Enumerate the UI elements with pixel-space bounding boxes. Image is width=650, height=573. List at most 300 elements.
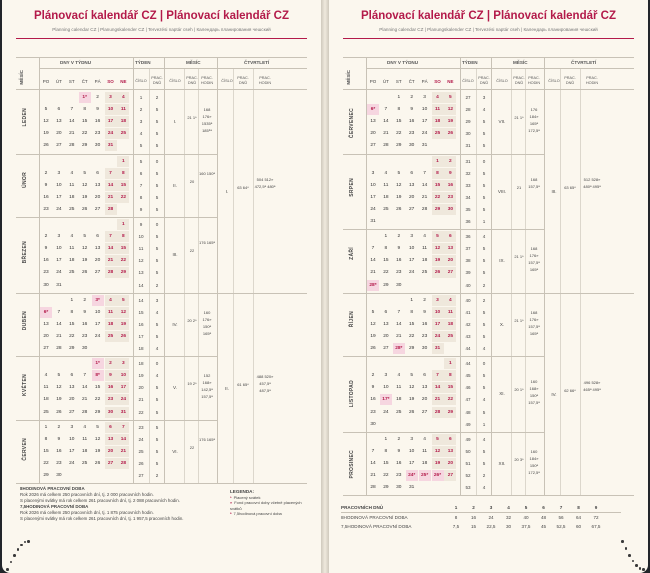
legend-marker: ᵃ — [230, 511, 232, 516]
summary-value: 30 — [505, 524, 512, 530]
sub-cislo-month: ČÍSLO — [169, 79, 181, 83]
week-workdays: 5 — [155, 246, 159, 252]
day-cell: 4 — [423, 234, 426, 240]
day-cell: 4 — [444, 295, 456, 306]
week-workdays: 5 — [482, 385, 486, 391]
day-cell — [105, 219, 117, 230]
day-cell: 3 — [70, 424, 74, 430]
week-number: 18 — [138, 361, 144, 367]
month-name: ÚNOR — [22, 171, 28, 188]
summary-value: 16 — [470, 515, 477, 521]
day-cell: 13 — [421, 385, 428, 391]
week-workdays: 5 — [482, 119, 486, 125]
left-page — [2, 0, 321, 573]
sub-prachodin-month: PRAC. HODIN — [527, 76, 541, 85]
day-cell — [432, 358, 444, 369]
day-cell: 13 — [94, 246, 101, 252]
day-cell: 3 — [57, 234, 61, 240]
quarter-hours: 488 520» 457,5ᵃ 487,5ᵃ — [256, 373, 274, 393]
day-cell: 8 — [384, 246, 388, 252]
day-cell: 8 — [117, 231, 129, 242]
day-cell: 31 — [409, 485, 415, 491]
table-vrule-thin — [149, 68, 150, 483]
week-number: 5 — [139, 143, 143, 149]
day-cell — [117, 280, 129, 291]
day-cell: 17 — [105, 116, 117, 127]
day-cell: 14 — [396, 321, 402, 327]
day-cell: 13 — [43, 321, 49, 327]
day-cell: 19 — [396, 194, 402, 200]
day-cell: 10 — [421, 107, 428, 113]
week-number: 37 — [465, 246, 471, 252]
month-divider — [16, 420, 217, 421]
week-number: 3 — [139, 119, 143, 125]
month-hours: 168 176» 1535ᵃ 185⁵ᵃ — [201, 107, 213, 134]
day-cell: 6* — [367, 104, 379, 115]
week-workdays: 2 — [155, 473, 159, 478]
day-cell: 26 — [370, 346, 376, 351]
day-cell: 27 — [94, 206, 101, 212]
day-cell: 30 — [444, 204, 456, 215]
day-cell: 8 — [432, 168, 444, 179]
week-workdays: 5 — [155, 194, 159, 200]
day-cell: 22 — [69, 333, 75, 339]
day-cell: 2 — [371, 373, 375, 379]
sub-pracdnu-week: PRAC. DNŮ — [151, 76, 163, 85]
month-roman: XI. — [499, 391, 505, 397]
day-cell: 10 — [56, 182, 62, 188]
day-cell: 18 — [396, 397, 402, 403]
day-cell: 26 — [432, 267, 444, 278]
week-number: 16 — [138, 321, 144, 327]
week-number: 14 — [138, 297, 144, 303]
day-cell: 7 — [371, 448, 375, 454]
day-cell — [444, 216, 456, 227]
day-cell: 6 — [96, 170, 99, 176]
week-workdays: 5 — [482, 321, 486, 327]
week-number: 38 — [465, 258, 471, 264]
day-cell — [53, 358, 65, 369]
day-cell: 10 — [409, 448, 415, 454]
day-cell — [105, 470, 117, 481]
legend-title: LEGENDA: — [230, 489, 254, 494]
day-header-5: SO — [107, 79, 114, 84]
day-cell: 27 — [444, 267, 456, 278]
quarter-roman: II. — [225, 385, 229, 391]
week-number: 40 — [465, 282, 471, 288]
week-number: 1 — [139, 95, 143, 100]
week-workdays: 4 — [482, 107, 486, 113]
day-cell: 19 — [82, 194, 88, 200]
day-cell: 10 — [69, 436, 75, 442]
month-name: ŘÍJEN — [349, 310, 355, 328]
day-cell: 28 — [432, 407, 444, 418]
sub-pracdnu-quarter: PRAC. DNŮ — [564, 76, 576, 85]
day-cell: 7 — [105, 168, 117, 179]
week-number: 50 — [465, 448, 471, 454]
info-line: S placenými svátky má rok celkem 261 pracovních dní, tj. 2 088 pracovních hodin. — [20, 498, 180, 503]
day-cell: 17* — [380, 394, 392, 405]
day-cell: 31 — [432, 343, 444, 354]
day-cell: 20 — [94, 258, 101, 264]
week-number: 19 — [138, 373, 144, 379]
day-cell: 3* — [92, 295, 104, 306]
day-cell — [393, 156, 405, 167]
day-cell: 28 — [105, 267, 117, 278]
day-cell: 24* — [406, 470, 418, 481]
day-cell: 19 — [370, 333, 376, 339]
day-cell: 14 — [105, 180, 117, 191]
header-mesic2: MĚSÍC — [186, 60, 201, 65]
day-cell: 15 — [383, 258, 389, 264]
day-cell: 4 — [105, 295, 117, 306]
week-number: 30 — [465, 131, 471, 137]
day-cell — [444, 482, 456, 493]
day-cell: 26* — [432, 470, 444, 481]
day-header-3: ČT — [81, 79, 88, 84]
day-cell: 25 — [432, 128, 444, 139]
day-cell: 7 — [384, 107, 388, 113]
day-cell: 8 — [44, 436, 48, 442]
week-workdays: 4 — [482, 234, 486, 240]
day-cell: 23 — [370, 409, 376, 415]
day-cell: 1* — [92, 358, 104, 369]
day-cell: 27 — [43, 346, 49, 351]
day-cell: 1 — [117, 156, 129, 167]
header-mesic2: MĚSÍC — [513, 60, 528, 65]
day-cell: 10 — [105, 104, 117, 115]
day-cell: 27 — [105, 458, 117, 469]
day-cell: 4 — [384, 170, 388, 176]
day-cell: 4 — [397, 373, 401, 379]
summary-value: 48 — [540, 515, 547, 521]
day-cell: 9 — [44, 182, 48, 188]
day-cell: 11 — [69, 246, 75, 252]
table-vrule-thin — [511, 68, 512, 495]
week-workdays: 5 — [482, 309, 486, 315]
month-hours: 176 184» 165ᵃ 172,5ᵃ — [528, 107, 540, 134]
day-cell: 30 — [396, 282, 402, 288]
day-cell: 4 — [83, 424, 87, 430]
day-cell: 8 — [444, 370, 456, 381]
day-cell: 21 — [383, 131, 389, 137]
day-cell: 12 — [94, 436, 101, 442]
day-cell — [367, 295, 379, 306]
day-cell — [40, 219, 52, 230]
day-cell: 23 — [396, 270, 402, 276]
week-number: 34 — [465, 194, 471, 200]
day-cell: 13 — [444, 243, 456, 254]
day-cell — [444, 140, 456, 151]
table-vrule-thin — [525, 68, 526, 495]
week-workdays: 4 — [155, 346, 159, 351]
table-vrule-thin — [253, 68, 254, 483]
day-cell: 11 — [82, 436, 88, 442]
day-cell: 7 — [105, 231, 117, 242]
month-workdays: 20 3* — [514, 456, 524, 462]
day-cell: 20 — [105, 446, 117, 457]
day-cell: 14 — [383, 119, 389, 125]
week-number: 24 — [138, 436, 144, 442]
day-cell: 14 — [370, 460, 376, 466]
week-workdays: 5 — [482, 182, 486, 188]
month-divider — [16, 293, 217, 294]
day-cell — [444, 419, 456, 430]
week-workdays: 0 — [155, 158, 159, 164]
header-ctvrtleti: ČTVRTLETÍ — [571, 60, 597, 65]
day-cell: 9 — [105, 370, 117, 381]
title-rule — [343, 38, 634, 39]
day-cell — [380, 92, 392, 103]
day-cell: 22 — [432, 192, 444, 203]
day-cell: 23 — [444, 192, 456, 203]
day-cell: 9 — [83, 309, 87, 315]
month-workdays: 22 — [189, 444, 195, 450]
month-roman: I. — [173, 119, 177, 125]
day-cell: 31 — [117, 407, 129, 418]
month-workdays: 21 1* — [514, 317, 524, 323]
header-top-rule — [16, 57, 307, 58]
day-cell: 16 — [56, 448, 62, 454]
legend-box — [230, 489, 310, 517]
week-workdays: 3 — [155, 297, 159, 303]
day-cell: 14 — [421, 182, 428, 188]
day-cell: 24 — [94, 333, 101, 339]
month-roman: VIII. — [497, 188, 507, 194]
day-cell: 24 — [69, 460, 75, 466]
summary-value: 37,5 — [521, 524, 531, 530]
day-cell — [406, 419, 418, 430]
day-cell — [367, 231, 379, 242]
summary-row-label: 7,5HODINOVÁ PRACOVNÍ DOBA — [341, 524, 412, 530]
month-hours: 152 168» 142,5ᵃ 157,5ᵃ — [201, 373, 213, 400]
week-workdays: 0 — [155, 361, 159, 367]
day-cell — [40, 92, 52, 103]
header-dny-v-tydnu: DNY V TÝDNU — [387, 60, 419, 65]
day-cell: 12 — [43, 119, 49, 125]
day-cell: 26 — [444, 128, 456, 139]
week-number: 7 — [139, 182, 143, 188]
day-cell — [393, 419, 405, 430]
day-cell: 22 — [383, 473, 389, 478]
summary-value: 67,5 — [591, 524, 601, 530]
day-cell: 28 — [56, 346, 62, 351]
day-cell: 21 — [370, 270, 376, 276]
day-cell: 27 — [69, 409, 75, 415]
table-bottom-rule — [343, 495, 634, 496]
week-workdays: 5 — [155, 436, 159, 442]
table-vrule — [366, 57, 367, 495]
week-workdays: 5 — [155, 409, 159, 415]
day-header-4: PÁ — [94, 79, 101, 84]
week-number: 23 — [138, 424, 144, 430]
week-number: 52 — [465, 473, 471, 478]
week-number: 21 — [138, 397, 144, 403]
day-cell: 28* — [367, 280, 379, 291]
day-cell: 18 — [421, 460, 428, 466]
day-cell: 17 — [421, 119, 428, 125]
day-cell: 4 — [70, 170, 74, 176]
day-cell: 29 — [94, 409, 101, 415]
month-divider — [343, 432, 544, 433]
day-cell — [367, 434, 379, 445]
quarter-hours: 512 528» 480ᵃ 495ᵃ — [583, 177, 601, 190]
month-workdays: 21 1* — [187, 115, 197, 121]
header-mesic: MĚSÍC — [346, 70, 351, 85]
day-cell: 21 — [105, 192, 117, 203]
day-cell: 5 — [432, 434, 444, 445]
day-cell: 10 — [117, 370, 129, 381]
day-cell: 26 — [396, 206, 402, 212]
day-cell — [380, 295, 392, 306]
week-number: 15 — [138, 309, 144, 315]
month-roman: VII. — [498, 119, 506, 125]
day-cell: 6* — [40, 307, 52, 318]
info-heading: 8HODINOVÁ PRACOVNÍ DOBA — [20, 486, 85, 491]
day-cell: 4 — [432, 92, 444, 103]
sub-prachodin-quarter: PRAC. HODIN — [258, 76, 272, 85]
day-cell: 19 — [432, 458, 444, 469]
day-cell — [432, 419, 444, 430]
day-cell: 3 — [384, 373, 388, 379]
day-cell — [380, 156, 392, 167]
day-cell: 20 — [444, 255, 456, 266]
day-cell: 15 — [43, 448, 49, 454]
table-vrule — [39, 57, 40, 483]
day-cell: 28 — [117, 458, 129, 469]
summary-col-header: 5 — [524, 505, 528, 511]
month-divider — [343, 229, 544, 230]
day-cell: 7 — [57, 309, 61, 315]
day-cell: 6 — [444, 434, 456, 445]
day-cell: 21 — [421, 194, 428, 200]
day-cell — [105, 156, 117, 167]
day-cell: 27 — [56, 143, 62, 149]
day-cell: 29 — [69, 346, 75, 351]
day-cell — [393, 295, 405, 306]
month-roman: VI. — [172, 448, 178, 454]
day-cell: 25 — [69, 270, 75, 276]
day-header-3: ČT — [408, 79, 415, 84]
binding-dot — [24, 541, 27, 544]
day-cell: 30 — [409, 143, 415, 149]
day-cell — [53, 219, 65, 230]
binding-dot — [635, 564, 638, 567]
quarter-divider — [217, 293, 307, 294]
day-cell: 15 — [396, 119, 402, 125]
day-cell: 3 — [410, 436, 414, 442]
day-cell: 22 — [117, 255, 129, 266]
day-cell: 3 — [117, 358, 129, 369]
day-cell: 19 — [117, 319, 129, 330]
day-cell: 17 — [56, 258, 62, 264]
day-cell: 16 — [409, 119, 415, 125]
day-cell: 22 — [43, 460, 49, 466]
header-mid-rule — [367, 68, 634, 69]
day-cell: 13 — [69, 385, 75, 391]
week-workdays: 5 — [482, 270, 486, 276]
table-vrule — [491, 57, 492, 495]
header-mid-rule — [40, 68, 307, 69]
calendar-subtitle: Planning calendar CZ | Planungskalender CZ | Tervezési naptár cseh | Календарь планирования чешский — [52, 27, 271, 32]
day-cell: 9 — [44, 246, 48, 252]
day-cell: 9 — [371, 385, 375, 391]
week-workdays: 0 — [482, 361, 486, 367]
week-number: 17 — [138, 333, 144, 339]
day-cell: 9 — [410, 107, 414, 113]
month-hours: 160 150ᵃ — [199, 170, 215, 176]
legend-marker: * — [230, 494, 232, 500]
day-cell: 6 — [384, 309, 388, 315]
week-workdays: 4 — [482, 397, 486, 403]
summary-col-header: 3 — [489, 505, 493, 511]
day-cell: 31 — [370, 219, 376, 224]
week-workdays: 3 — [482, 95, 486, 100]
day-cell — [419, 419, 431, 430]
day-cell — [92, 219, 104, 230]
month-divider — [16, 356, 217, 357]
day-cell — [432, 140, 444, 151]
table-vrule-thin — [184, 68, 185, 483]
day-header-1: ÚT — [55, 79, 62, 84]
day-cell: 26 — [409, 409, 415, 415]
day-cell: 27 — [421, 409, 428, 415]
day-cell: 5 — [432, 231, 444, 242]
day-cell — [419, 358, 431, 369]
day-cell: 23 — [43, 270, 49, 276]
day-cell: 25* — [419, 470, 431, 481]
day-cell: 15 — [409, 321, 415, 327]
day-cell: 12 — [82, 182, 88, 188]
month-workdays: 19 2* — [187, 381, 197, 387]
week-workdays: 5 — [482, 258, 486, 264]
quarter-workdays: 62 66* — [564, 387, 576, 393]
day-cell: 20 — [43, 333, 49, 339]
day-cell: 15 — [444, 382, 456, 393]
month-hours: 160 176» 150ᵃ 165ᵃ — [202, 309, 212, 336]
week-number: 2 — [139, 107, 143, 113]
sub-cislo-quarter: ČÍSLO — [548, 79, 560, 83]
day-cell: 12 — [444, 104, 456, 115]
day-cell — [406, 358, 418, 369]
day-cell: 14 — [105, 243, 117, 254]
summary-value: 40 — [523, 515, 529, 521]
month-name: LISTOPAD — [349, 380, 355, 408]
week-workdays: 5 — [482, 333, 486, 339]
day-cell: 12 — [432, 446, 444, 457]
calendar-subtitle: Planning calendar CZ | Planungskalender CZ | Tervezési naptár cseh | Календарь планирования чешский — [379, 27, 598, 32]
day-cell: 9 — [397, 246, 401, 252]
day-cell — [66, 92, 78, 103]
day-cell: 1* — [79, 92, 91, 103]
day-cell: 20 — [421, 397, 428, 403]
day-cell — [432, 216, 444, 227]
day-cell — [40, 295, 52, 306]
day-cell: 29 — [396, 143, 402, 149]
month-name: BŘEZEN — [22, 241, 28, 264]
day-cell: 10 — [94, 309, 101, 315]
day-cell: 21 — [396, 333, 402, 339]
day-cell — [419, 216, 431, 227]
week-workdays: 5 — [482, 143, 486, 149]
week-number: 45 — [465, 373, 471, 379]
month-roman: II. — [173, 182, 177, 188]
table-vrule-thin — [198, 68, 199, 483]
day-header-2: ST — [68, 79, 75, 84]
day-cell: 28 — [421, 206, 428, 212]
day-header-0: PO — [369, 79, 377, 84]
week-workdays: 1 — [482, 219, 486, 224]
